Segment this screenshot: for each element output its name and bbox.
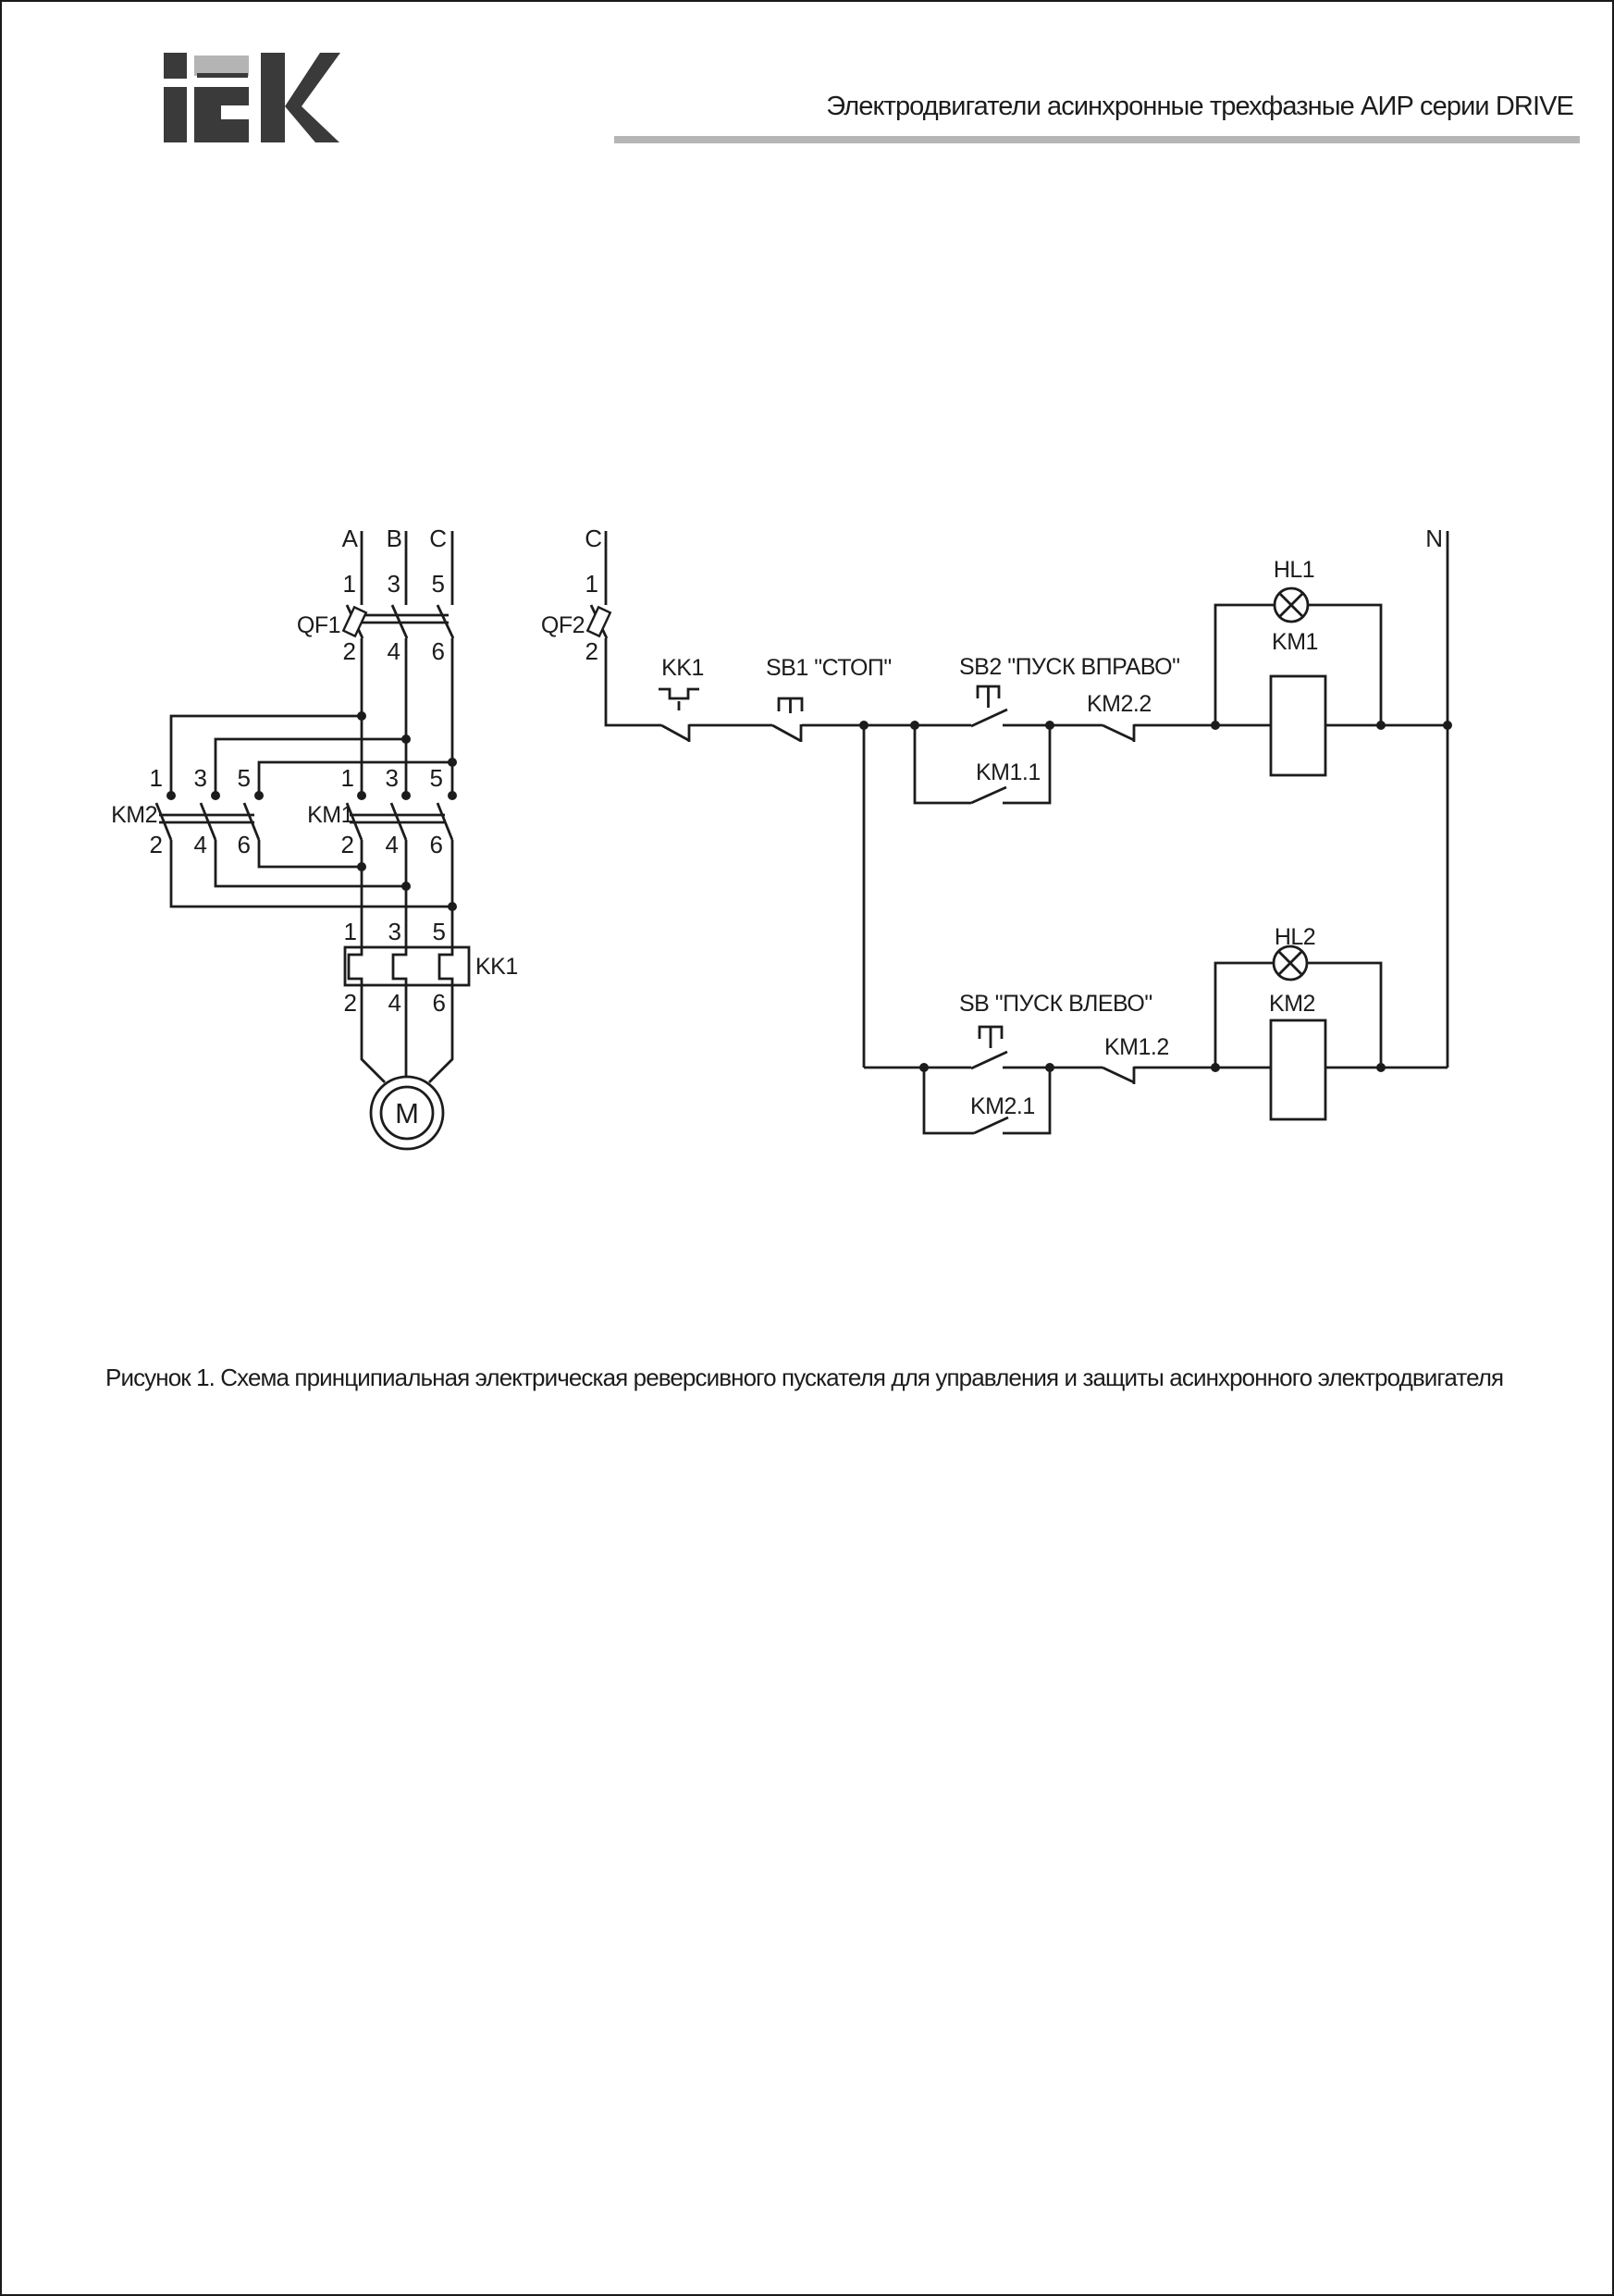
qf2-terminal-label: 2 bbox=[585, 637, 598, 665]
kk1-nc-contact bbox=[661, 724, 690, 742]
logo-letter-e bbox=[194, 73, 249, 142]
qf2-terminal-label: 1 bbox=[585, 570, 598, 598]
figure-caption: Рисунок 1. Схема принципиальная электрическая реверсивного пускателя для управления и защиты асинхронного электродвигателя bbox=[105, 1364, 1504, 1391]
qf1-device-label: QF1 bbox=[296, 612, 340, 638]
phase-label-c: C bbox=[429, 525, 447, 552]
control-phase-label: C bbox=[585, 525, 602, 552]
logo-letter-i bbox=[164, 53, 187, 142]
power-circuit bbox=[111, 525, 518, 1149]
km2-2-label: KM2.2 bbox=[1087, 691, 1152, 717]
km1-terminal-label: 5 bbox=[429, 764, 443, 792]
sb-start-left-label: SB "ПУСК ВЛЕВО" bbox=[959, 991, 1152, 1017]
schematic-diagram bbox=[2, 501, 1614, 1158]
km2-1-label: KM2.1 bbox=[970, 1093, 1035, 1119]
motor-label: M bbox=[395, 1097, 419, 1129]
control-rail-start bbox=[606, 638, 661, 725]
km1-device-label: KM1 bbox=[307, 802, 353, 828]
feed-wires-to-km2 bbox=[171, 716, 452, 796]
kk1-heater-elements bbox=[349, 947, 452, 985]
sb2-no-contact bbox=[971, 710, 1007, 726]
hl1-label: HL1 bbox=[1273, 557, 1315, 583]
hl1-lamp-branch bbox=[1215, 605, 1381, 725]
kk1-terminal-label: 1 bbox=[343, 918, 357, 945]
iek-logo bbox=[164, 53, 341, 143]
phase-crossover-wires bbox=[171, 840, 452, 907]
header-title: Электродвигатели асинхронные трехфазные АИР серии DRIVE bbox=[826, 92, 1573, 121]
km1-1-label: KM1.1 bbox=[976, 759, 1041, 785]
qf1-linkage-bar bbox=[352, 615, 449, 623]
phase-label-a: A bbox=[341, 525, 358, 552]
km1-terminal-label: 4 bbox=[385, 831, 399, 858]
km1-terminal-label: 3 bbox=[385, 764, 399, 792]
kk1-contact-label: KK1 bbox=[661, 655, 704, 681]
sb-left-button-cap bbox=[979, 1027, 1002, 1048]
hl2-lamp-cross bbox=[1278, 951, 1301, 974]
kk1-device-label: KK1 bbox=[475, 954, 518, 980]
qf1-terminal-label: 4 bbox=[387, 637, 400, 665]
km2-terminal-label: 3 bbox=[193, 764, 207, 792]
sb1-button-cap bbox=[779, 698, 802, 713]
km1-coil-label: KM1 bbox=[1272, 629, 1318, 655]
header-rule bbox=[614, 136, 1580, 143]
sb1-stop-label: SB1 "СТОП" bbox=[766, 655, 892, 681]
hl1-lamp-cross bbox=[1279, 593, 1302, 616]
km2-terminal-label: 1 bbox=[149, 764, 163, 792]
km2-2-nc-contact bbox=[1103, 724, 1134, 742]
km1-coil bbox=[1271, 676, 1325, 775]
control-circuit bbox=[541, 525, 1452, 1133]
km2-terminal-label: 4 bbox=[193, 831, 207, 858]
km1-terminal-label: 2 bbox=[340, 831, 354, 858]
phase-label-b: B bbox=[386, 525, 402, 552]
logo-gray-block bbox=[194, 56, 249, 76]
qf1-terminal-label: 5 bbox=[431, 570, 445, 598]
km2-terminal-label: 6 bbox=[237, 831, 251, 858]
km2-coil-label: KM2 bbox=[1269, 991, 1315, 1017]
kk1-terminal-label: 6 bbox=[432, 989, 446, 1017]
logo-letter-k bbox=[261, 53, 340, 142]
neutral-label: N bbox=[1425, 525, 1443, 552]
km1-2-label: KM1.2 bbox=[1104, 1034, 1169, 1060]
qf1-terminal-label: 2 bbox=[342, 637, 356, 665]
sb2-button-cap bbox=[978, 686, 999, 708]
kk1-terminal-label: 3 bbox=[388, 918, 401, 945]
sb2-start-right-label: SB2 "ПУСК ВПРАВО" bbox=[959, 654, 1180, 680]
kk1-terminal-label: 4 bbox=[388, 989, 401, 1017]
km2-terminal-label: 2 bbox=[149, 831, 163, 858]
km1-terminal-label: 1 bbox=[340, 764, 354, 792]
km2-terminal-label: 5 bbox=[237, 764, 251, 792]
qf2-device-label: QF2 bbox=[540, 612, 585, 638]
km2-coil bbox=[1271, 1020, 1325, 1119]
hl2-label: HL2 bbox=[1274, 924, 1316, 950]
kk1-thermal-symbol bbox=[659, 689, 699, 710]
qf2-release-box bbox=[587, 607, 610, 636]
sb-left-no-contact bbox=[971, 1052, 1007, 1068]
qf1-terminal-label: 3 bbox=[387, 570, 400, 598]
kk1-terminal-label: 2 bbox=[343, 989, 357, 1017]
kk1-terminal-label: 5 bbox=[432, 918, 446, 945]
km1-2-nc-contact bbox=[1103, 1067, 1134, 1084]
sb1-nc-contact bbox=[772, 724, 801, 742]
qf1-terminal-label: 6 bbox=[431, 637, 445, 665]
km2-device-label: KM2 bbox=[111, 802, 157, 828]
qf1-terminal-label: 1 bbox=[342, 570, 356, 598]
qf1-release-box bbox=[343, 607, 366, 636]
km1-terminal-label: 6 bbox=[429, 831, 443, 858]
control-junction-dots bbox=[859, 721, 1452, 1072]
